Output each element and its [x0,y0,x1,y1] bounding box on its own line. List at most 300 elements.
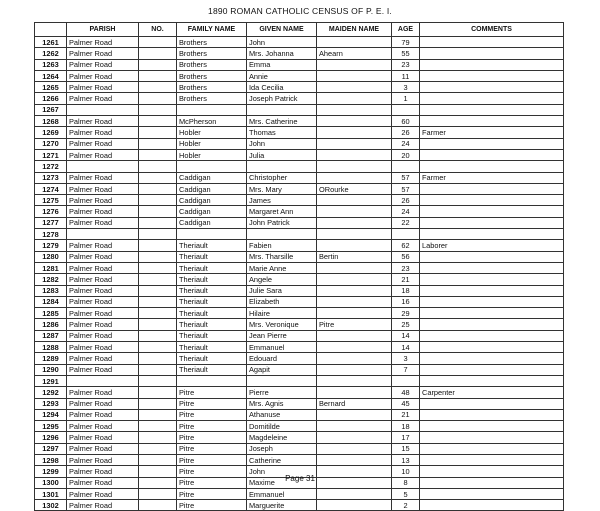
no-cell [139,375,177,386]
comments-cell [420,116,564,127]
given-name-cell: Annie [247,70,317,81]
comments-cell [420,93,564,104]
given-name-cell: Emma [247,59,317,70]
given-name-cell: Edouard [247,353,317,364]
record-number-cell: 1275 [35,195,67,206]
maiden-name-cell [317,375,392,386]
table-row [35,116,564,127]
given-name-cell: Elizabeth [247,296,317,307]
record-number-cell: 1261 [35,37,67,48]
record-number-cell: 1282 [35,274,67,285]
record-number-cell: 1266 [35,93,67,104]
no-cell [139,172,177,183]
no-cell [139,274,177,285]
maiden-name-cell [317,116,392,127]
given-name-cell: John Patrick [247,217,317,228]
record-number-cell: 1297 [35,443,67,454]
record-number-cell: 1271 [35,149,67,160]
record-number-cell: 1268 [35,116,67,127]
table-row [35,70,564,81]
given-name-cell: Margaret Ann [247,206,317,217]
comments-cell [420,48,564,59]
no-cell [139,37,177,48]
table-row [35,274,564,285]
family-name-cell: Theriault [177,251,247,262]
census-body [35,37,564,511]
given-name-cell: James [247,195,317,206]
parish-cell: Palmer Road [67,398,139,409]
age-cell: 26 [392,195,420,206]
given-name-cell: Fabien [247,240,317,251]
given-name-cell: Athanuse [247,409,317,420]
record-number-cell: 1298 [35,454,67,465]
family-name-cell: Theriault [177,364,247,375]
table-row [35,454,564,465]
record-number-cell: 1284 [35,296,67,307]
parish-cell: Palmer Road [67,48,139,59]
comments-cell [420,285,564,296]
age-cell [392,104,420,115]
parish-cell: Palmer Road [67,409,139,420]
no-cell [139,127,177,138]
age-cell: 56 [392,251,420,262]
comments-cell [420,37,564,48]
comments-cell [420,398,564,409]
no-cell [139,454,177,465]
maiden-name-cell [317,387,392,398]
parish-cell: Palmer Road [67,364,139,375]
no-cell [139,240,177,251]
comments-cell [420,195,564,206]
comments-cell [420,104,564,115]
comments-cell [420,138,564,149]
no-cell [139,296,177,307]
given-name-cell [247,104,317,115]
age-cell: 11 [392,70,420,81]
given-name-cell: Joseph Patrick [247,93,317,104]
record-number-cell: 1273 [35,172,67,183]
header-no: NO. [139,23,177,37]
maiden-name-cell [317,330,392,341]
given-name-cell: Emmanuel [247,488,317,499]
table-row [35,48,564,59]
comments-cell [420,500,564,511]
family-name-cell: Caddigan [177,195,247,206]
family-name-cell: Pitre [177,488,247,499]
comments-cell [420,454,564,465]
no-cell [139,70,177,81]
given-name-cell: Maxime [247,477,317,488]
family-name-cell: Pitre [177,454,247,465]
maiden-name-cell [317,421,392,432]
given-name-cell: Mrs. Mary [247,183,317,194]
record-number-cell: 1302 [35,500,67,511]
record-number-cell: 1290 [35,364,67,375]
comments-cell [420,421,564,432]
given-name-cell: Emmanuel [247,342,317,353]
family-name-cell: Pitre [177,500,247,511]
maiden-name-cell [317,409,392,420]
parish-cell: Palmer Road [67,172,139,183]
parish-cell: Palmer Road [67,274,139,285]
comments-cell: Farmer [420,172,564,183]
age-cell: 24 [392,138,420,149]
record-number-cell: 1283 [35,285,67,296]
record-number-cell: 1270 [35,138,67,149]
age-cell: 14 [392,342,420,353]
family-name-cell: Brothers [177,59,247,70]
age-cell: 8 [392,477,420,488]
family-name-cell [177,161,247,172]
parish-cell: Palmer Road [67,251,139,262]
maiden-name-cell [317,70,392,81]
no-cell [139,82,177,93]
given-name-cell: John [247,466,317,477]
parish-cell: Palmer Road [67,477,139,488]
age-cell: 2 [392,500,420,511]
record-number-cell: 1296 [35,432,67,443]
given-name-cell: Hilaire [247,308,317,319]
table-row [35,262,564,273]
parish-cell: Palmer Road [67,296,139,307]
parish-cell [67,161,139,172]
table-row [35,432,564,443]
age-cell: 29 [392,308,420,319]
comments-cell: Farmer [420,127,564,138]
record-number-cell: 1263 [35,59,67,70]
age-cell: 16 [392,296,420,307]
record-number-cell: 1293 [35,398,67,409]
document-title: 1890 ROMAN CATHOLIC CENSUS OF P. E. I. [208,6,392,16]
parish-cell [67,229,139,240]
parish-cell: Palmer Road [67,217,139,228]
comments-cell [420,229,564,240]
maiden-name-cell [317,172,392,183]
maiden-name-cell [317,229,392,240]
given-name-cell: Magdeleine [247,432,317,443]
comments-cell [420,409,564,420]
maiden-name-cell [317,138,392,149]
no-cell [139,488,177,499]
family-name-cell: Pitre [177,421,247,432]
parish-cell: Palmer Road [67,138,139,149]
maiden-name-cell [317,104,392,115]
parish-cell [67,375,139,386]
age-cell: 26 [392,127,420,138]
family-name-cell: Brothers [177,93,247,104]
header-record-number [35,23,67,37]
parish-cell: Palmer Road [67,353,139,364]
table-row [35,285,564,296]
table-row [35,183,564,194]
age-cell: 23 [392,59,420,70]
age-cell [392,375,420,386]
parish-cell: Palmer Road [67,454,139,465]
no-cell [139,409,177,420]
given-name-cell: Catherine [247,454,317,465]
family-name-cell: Brothers [177,70,247,81]
comments-cell [420,364,564,375]
family-name-cell: Pitre [177,477,247,488]
given-name-cell: Pierre [247,387,317,398]
comments-cell: Laborer [420,240,564,251]
table-row [35,308,564,319]
given-name-cell: John [247,37,317,48]
record-number-cell: 1288 [35,342,67,353]
comments-cell [420,183,564,194]
no-cell [139,229,177,240]
table-row [35,296,564,307]
given-name-cell: Marguerite [247,500,317,511]
family-name-cell: Pitre [177,409,247,420]
age-cell: 18 [392,421,420,432]
no-cell [139,319,177,330]
record-number-cell: 1267 [35,104,67,115]
family-name-cell: Hobler [177,127,247,138]
family-name-cell: Caddigan [177,172,247,183]
comments-cell [420,330,564,341]
family-name-cell: Hobler [177,149,247,160]
record-number-cell: 1281 [35,262,67,273]
family-name-cell: Caddigan [177,183,247,194]
table-row [35,82,564,93]
table-row [35,500,564,511]
family-name-cell: Theriault [177,274,247,285]
given-name-cell [247,161,317,172]
family-name-cell: Pitre [177,432,247,443]
family-name-cell: McPherson [177,116,247,127]
no-cell [139,104,177,115]
table-row [35,421,564,432]
age-cell: 3 [392,353,420,364]
age-cell: 15 [392,443,420,454]
family-name-cell: Caddigan [177,217,247,228]
maiden-name-cell [317,82,392,93]
header-given-name: GIVEN NAME [247,23,317,37]
family-name-cell: Theriault [177,330,247,341]
age-cell: 7 [392,364,420,375]
age-cell: 45 [392,398,420,409]
maiden-name-cell [317,500,392,511]
age-cell [392,229,420,240]
record-number-cell: 1300 [35,477,67,488]
family-name-cell: Theriault [177,308,247,319]
comments-cell [420,217,564,228]
table-row [35,387,564,398]
family-name-cell: Theriault [177,285,247,296]
table-row [35,138,564,149]
table-row [35,443,564,454]
record-number-cell: 1280 [35,251,67,262]
parish-cell: Palmer Road [67,466,139,477]
parish-cell: Palmer Road [67,443,139,454]
age-cell: 60 [392,116,420,127]
table-row [35,488,564,499]
header-maiden-name: MAIDEN NAME [317,23,392,37]
comments-cell [420,262,564,273]
family-name-cell: Brothers [177,37,247,48]
parish-cell: Palmer Road [67,488,139,499]
age-cell: 57 [392,172,420,183]
table-row [35,251,564,262]
given-name-cell: Julie Sara [247,285,317,296]
maiden-name-cell [317,432,392,443]
comments-cell [420,375,564,386]
maiden-name-cell: Bertin [317,251,392,262]
no-cell [139,398,177,409]
parish-cell: Palmer Road [67,421,139,432]
table-row [35,364,564,375]
age-cell: 1 [392,93,420,104]
header-parish: PARISH [67,23,139,37]
maiden-name-cell: ORourke [317,183,392,194]
comments-cell [420,296,564,307]
parish-cell: Palmer Road [67,262,139,273]
table-row [35,398,564,409]
record-number-cell: 1265 [35,82,67,93]
maiden-name-cell [317,93,392,104]
record-number-cell: 1269 [35,127,67,138]
age-cell: 14 [392,330,420,341]
family-name-cell: Pitre [177,387,247,398]
parish-cell: Palmer Road [67,432,139,443]
no-cell [139,500,177,511]
record-number-cell: 1291 [35,375,67,386]
age-cell: 23 [392,262,420,273]
given-name-cell: Domitilde [247,421,317,432]
no-cell [139,387,177,398]
no-cell [139,59,177,70]
table-row [35,59,564,70]
header-comments: COMMENTS [420,23,564,37]
comments-cell [420,206,564,217]
given-name-cell: Mrs. Agnis [247,398,317,409]
age-cell: 62 [392,240,420,251]
maiden-name-cell [317,342,392,353]
parish-cell: Palmer Road [67,308,139,319]
given-name-cell: Christopher [247,172,317,183]
table-row [35,240,564,251]
given-name-cell [247,229,317,240]
parish-cell: Palmer Road [67,342,139,353]
parish-cell: Palmer Road [67,206,139,217]
no-cell [139,364,177,375]
table-row [35,409,564,420]
no-cell [139,308,177,319]
table-row [35,161,564,172]
maiden-name-cell [317,59,392,70]
given-name-cell [247,375,317,386]
no-cell [139,353,177,364]
no-cell [139,48,177,59]
given-name-cell: Agapit [247,364,317,375]
given-name-cell: Jean Pierre [247,330,317,341]
header-age: AGE [392,23,420,37]
maiden-name-cell: Ahearn [317,48,392,59]
age-cell: 21 [392,274,420,285]
table-row [35,319,564,330]
table-row [35,37,564,48]
comments-cell [420,161,564,172]
comments-cell [420,70,564,81]
header-row [35,23,564,37]
parish-cell: Palmer Road [67,500,139,511]
table-row [35,342,564,353]
family-name-cell: Brothers [177,82,247,93]
no-cell [139,93,177,104]
given-name-cell: Mrs. Johanna [247,48,317,59]
comments-cell: Carpenter [420,387,564,398]
no-cell [139,432,177,443]
family-name-cell: Theriault [177,353,247,364]
comments-cell [420,432,564,443]
parish-cell: Palmer Road [67,183,139,194]
maiden-name-cell [317,149,392,160]
no-cell [139,342,177,353]
maiden-name-cell [317,285,392,296]
maiden-name-cell [317,262,392,273]
age-cell: 24 [392,206,420,217]
no-cell [139,195,177,206]
age-cell: 55 [392,48,420,59]
given-name-cell: Mrs. Veronique [247,319,317,330]
maiden-name-cell [317,206,392,217]
comments-cell [420,488,564,499]
table-row [35,172,564,183]
parish-cell: Palmer Road [67,319,139,330]
age-cell: 48 [392,387,420,398]
maiden-name-cell [317,454,392,465]
no-cell [139,149,177,160]
record-number-cell: 1289 [35,353,67,364]
age-cell: 20 [392,149,420,160]
age-cell: 13 [392,454,420,465]
record-number-cell: 1262 [35,48,67,59]
parish-cell: Palmer Road [67,195,139,206]
table-row [35,353,564,364]
maiden-name-cell [317,353,392,364]
no-cell [139,330,177,341]
no-cell [139,421,177,432]
family-name-cell: Pitre [177,398,247,409]
record-number-cell: 1299 [35,466,67,477]
record-number-cell: 1277 [35,217,67,228]
family-name-cell [177,104,247,115]
parish-cell: Palmer Road [67,387,139,398]
parish-cell: Palmer Road [67,330,139,341]
parish-cell: Palmer Road [67,93,139,104]
record-number-cell: 1285 [35,308,67,319]
comments-cell [420,353,564,364]
maiden-name-cell [317,217,392,228]
maiden-name-cell [317,127,392,138]
record-number-cell: 1274 [35,183,67,194]
record-number-cell: 1287 [35,330,67,341]
family-name-cell [177,229,247,240]
record-number-cell: 1295 [35,421,67,432]
given-name-cell: Mrs. Tharsille [247,251,317,262]
table-row [35,104,564,115]
maiden-name-cell [317,161,392,172]
family-name-cell: Theriault [177,296,247,307]
comments-cell [420,319,564,330]
family-name-cell: Pitre [177,443,247,454]
no-cell [139,183,177,194]
maiden-name-cell: Bernard [317,398,392,409]
parish-cell: Palmer Road [67,82,139,93]
record-number-cell: 1278 [35,229,67,240]
given-name-cell: Ida Cecilia [247,82,317,93]
